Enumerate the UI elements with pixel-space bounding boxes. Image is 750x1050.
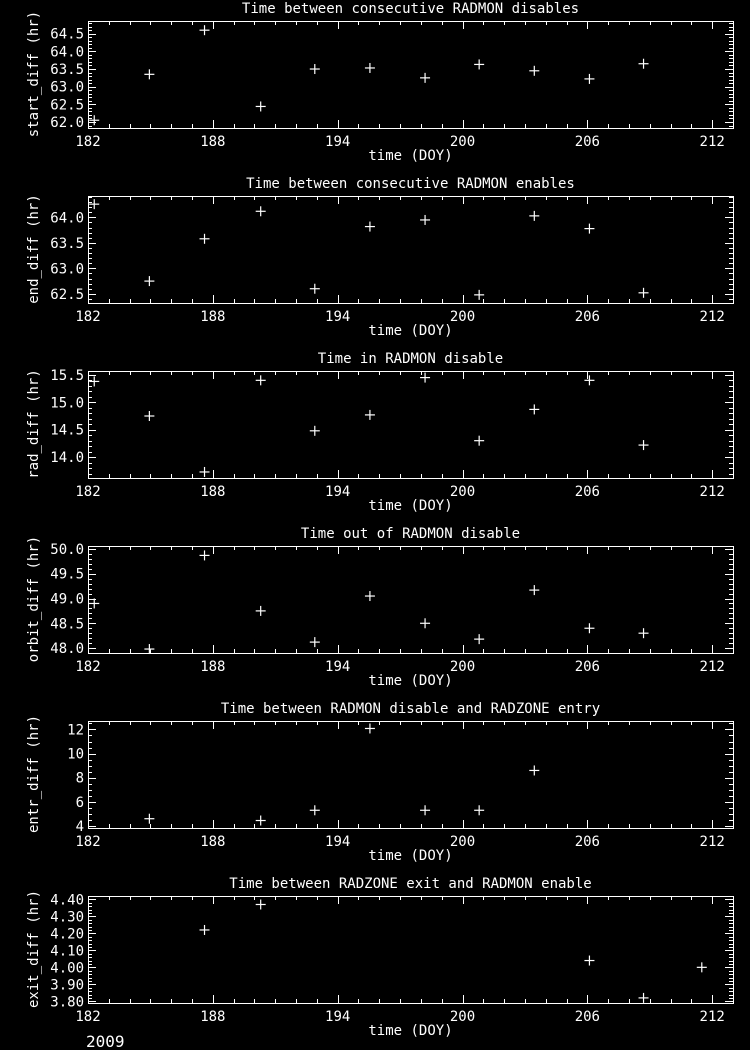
panel-rad-diff [0, 350, 750, 525]
svg-text:188: 188 [200, 309, 226, 325]
x-axis-label: time (DOY) [368, 673, 453, 689]
svg-text:12: 12 [67, 722, 84, 739]
svg-text:10: 10 [67, 746, 84, 763]
svg-text:63.0: 63.0 [50, 79, 84, 96]
y-axis-label: end_diff (hr) [26, 194, 42, 304]
y-axis-label: rad_diff (hr) [26, 369, 42, 479]
svg-text:64.5: 64.5 [50, 26, 84, 43]
svg-text:62.5: 62.5 [50, 286, 84, 303]
svg-text:206: 206 [574, 484, 601, 500]
svg-text:4.00: 4.00 [50, 960, 84, 977]
svg-text:194: 194 [325, 134, 351, 150]
svg-text:63.5: 63.5 [50, 62, 84, 79]
svg-text:182: 182 [75, 834, 101, 850]
svg-text:188: 188 [200, 484, 226, 500]
svg-text:212: 212 [699, 1009, 725, 1025]
svg-text:15.0: 15.0 [50, 395, 84, 412]
svg-text:4.40: 4.40 [50, 892, 84, 909]
svg-text:182: 182 [75, 484, 101, 500]
panel-entr-diff [0, 700, 750, 875]
year-label: 2009 [86, 1032, 125, 1050]
svg-text:194: 194 [325, 484, 351, 500]
svg-text:62.0: 62.0 [50, 114, 84, 131]
panel-end-diff [0, 175, 750, 350]
panel-exit-diff [0, 875, 750, 1050]
svg-text:4.30: 4.30 [50, 909, 84, 926]
plot-title: Time between consecutive RADMON enables [246, 176, 575, 192]
svg-text:63.5: 63.5 [50, 235, 84, 252]
svg-text:194: 194 [325, 1009, 351, 1025]
svg-text:188: 188 [200, 659, 226, 675]
svg-text:14.5: 14.5 [50, 422, 84, 439]
svg-text:50.0: 50.0 [50, 541, 84, 558]
plot-title: Time between RADMON disable and RADZONE entry [220, 701, 601, 717]
svg-text:182: 182 [75, 134, 101, 150]
svg-text:64.0: 64.0 [50, 44, 84, 61]
plot-title: Time between RADZONE exit and RADMON enable [229, 876, 592, 892]
x-axis-label: time (DOY) [368, 848, 453, 864]
svg-text:206: 206 [574, 134, 601, 150]
svg-text:48.5: 48.5 [50, 616, 84, 633]
svg-text:182: 182 [75, 309, 101, 325]
svg-text:200: 200 [449, 834, 476, 850]
y-axis-label: start_diff (hr) [26, 10, 42, 138]
svg-text:200: 200 [449, 659, 476, 675]
svg-text:4.10: 4.10 [50, 943, 84, 960]
plot-title: Time in RADMON disable [317, 351, 504, 367]
x-axis-label: time (DOY) [368, 323, 453, 339]
svg-text:194: 194 [325, 309, 351, 325]
x-axis-label: time (DOY) [368, 1023, 453, 1039]
plot-title: Time out of RADMON disable [300, 526, 521, 542]
panel-start-diff [0, 0, 750, 175]
svg-text:182: 182 [75, 1009, 101, 1025]
svg-text:15.5: 15.5 [50, 367, 84, 384]
svg-text:3.90: 3.90 [50, 977, 84, 994]
svg-text:200: 200 [449, 309, 476, 325]
svg-text:48.0: 48.0 [50, 641, 84, 658]
svg-text:188: 188 [200, 834, 226, 850]
x-axis-label: time (DOY) [368, 148, 453, 164]
svg-text:49.5: 49.5 [50, 566, 84, 583]
svg-text:206: 206 [574, 834, 601, 850]
svg-text:206: 206 [574, 1009, 601, 1025]
svg-text:188: 188 [200, 134, 226, 150]
plot-title: Time between consecutive RADMON disables [241, 1, 580, 17]
y-axis-label: exit_diff (hr) [26, 889, 42, 1009]
svg-text:212: 212 [699, 309, 725, 325]
svg-text:182: 182 [75, 659, 101, 675]
svg-text:212: 212 [699, 659, 725, 675]
svg-text:212: 212 [699, 834, 725, 850]
svg-text:8: 8 [75, 770, 84, 787]
y-axis-label: orbit_diff (hr) [26, 535, 42, 663]
svg-text:212: 212 [699, 134, 725, 150]
svg-text:206: 206 [574, 659, 601, 675]
svg-text:49.0: 49.0 [50, 591, 84, 608]
svg-text:200: 200 [449, 484, 476, 500]
y-axis-label: entr_diff (hr) [26, 714, 42, 834]
svg-text:6: 6 [75, 794, 84, 811]
svg-text:4: 4 [75, 818, 84, 835]
svg-text:206: 206 [574, 309, 601, 325]
x-axis-label: time (DOY) [368, 498, 453, 514]
panel-orbit-diff [0, 525, 750, 700]
svg-text:64.0: 64.0 [50, 210, 84, 227]
svg-text:4.20: 4.20 [50, 926, 84, 943]
svg-text:194: 194 [325, 834, 351, 850]
svg-text:194: 194 [325, 659, 351, 675]
svg-text:14.0: 14.0 [50, 450, 84, 467]
svg-text:200: 200 [449, 1009, 476, 1025]
svg-text:212: 212 [699, 484, 725, 500]
svg-text:200: 200 [449, 134, 476, 150]
svg-text:62.5: 62.5 [50, 97, 84, 114]
svg-text:188: 188 [200, 1009, 226, 1025]
svg-text:3.80: 3.80 [50, 994, 84, 1011]
svg-text:63.0: 63.0 [50, 261, 84, 278]
